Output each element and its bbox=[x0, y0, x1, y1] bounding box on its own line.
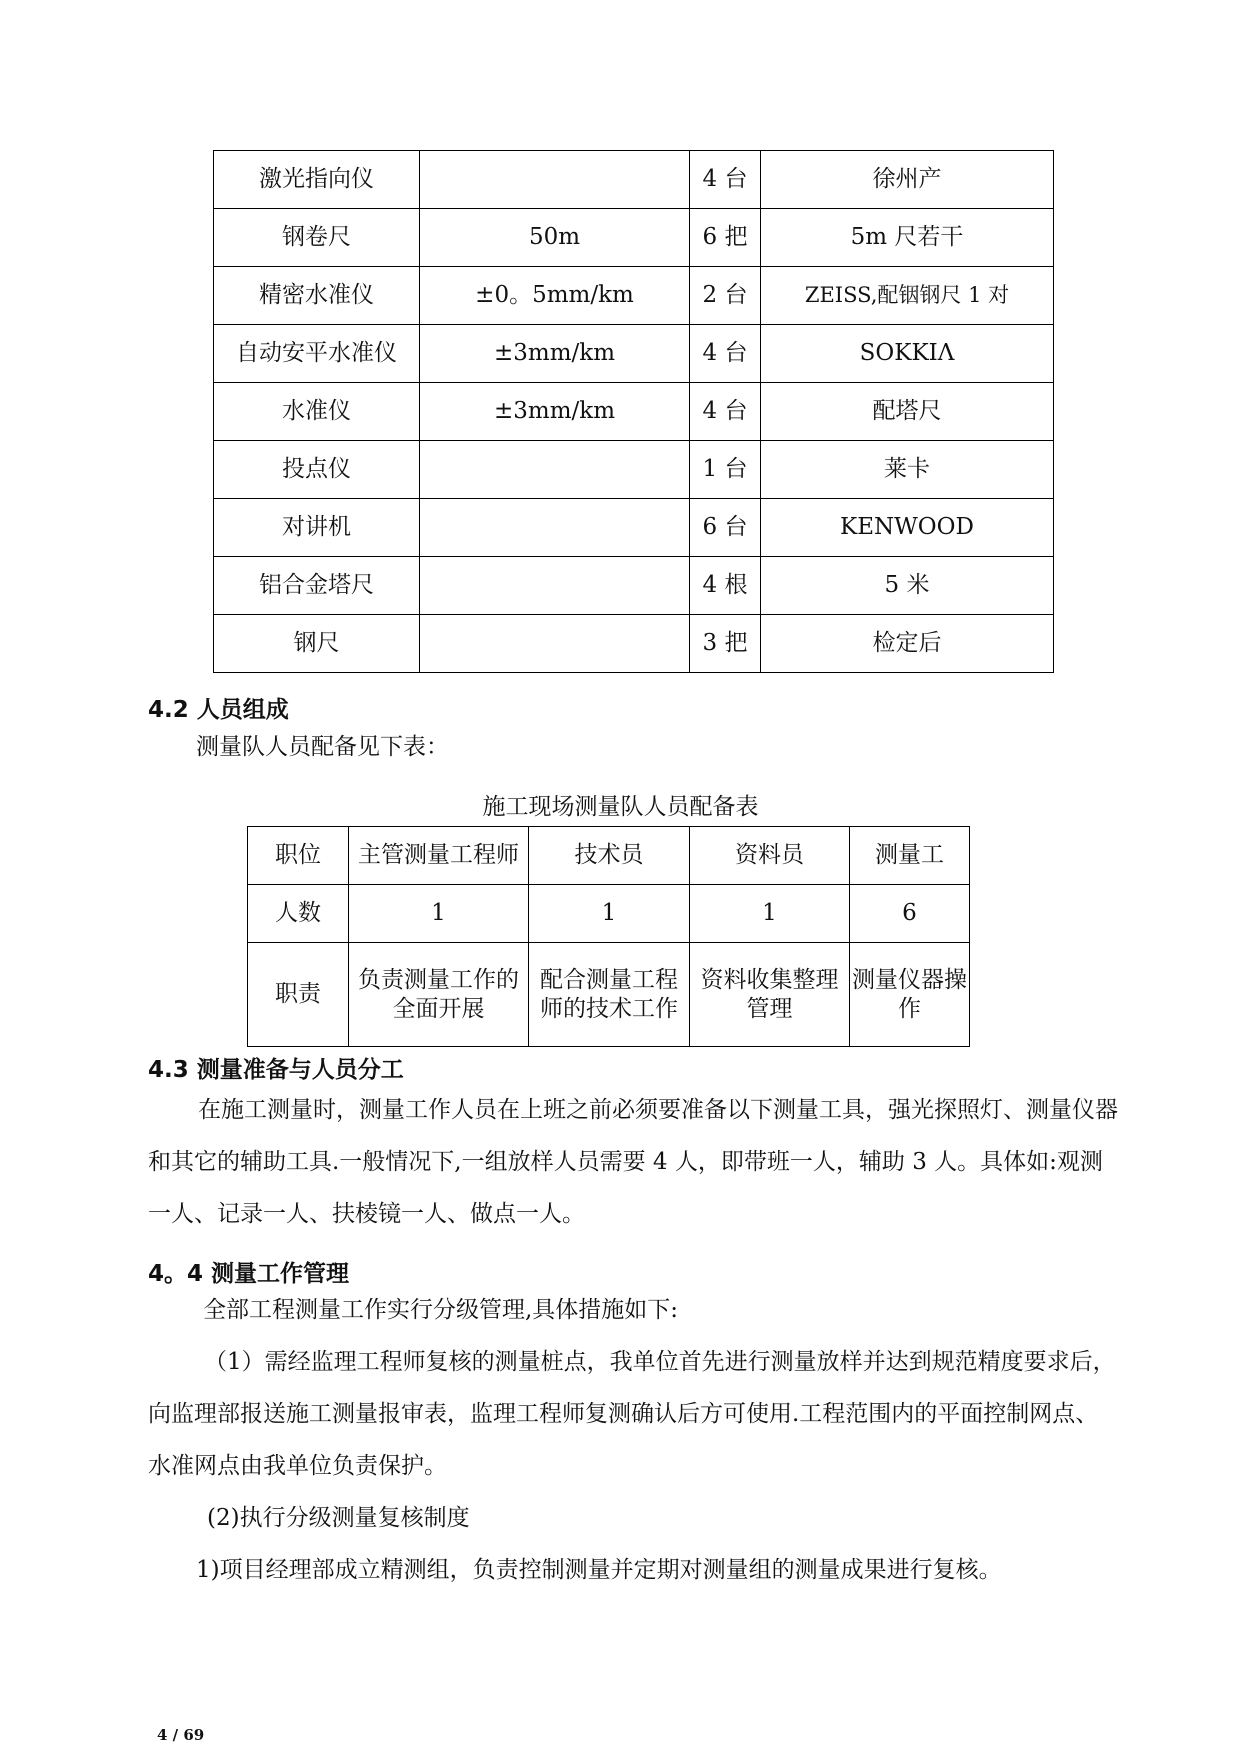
staff-duty-cell: 测量仪器操作 bbox=[850, 943, 970, 1047]
equipment-qty: 4 根 bbox=[690, 557, 761, 615]
staff-duty-cell: 负责测量工作的全面开展 bbox=[349, 943, 529, 1047]
equipment-name: 钢卷尺 bbox=[214, 209, 420, 267]
staff-count-cell: 人数 bbox=[248, 885, 349, 943]
equipment-name: 铝合金塔尺 bbox=[214, 557, 420, 615]
table-row bbox=[214, 209, 1054, 267]
staff-count-cell: 6 bbox=[850, 885, 970, 943]
equipment-spec bbox=[420, 499, 690, 557]
equipment-note: KENWOOD bbox=[761, 499, 1054, 557]
equipment-note: ZEISS,配铟钢尺 1 对 bbox=[761, 267, 1054, 325]
staff-duty-cell: 职责 bbox=[248, 943, 349, 1047]
section-4-3-paragraph: 在施工测量时，测量工作人员在上班之前必须要准备以下测量工具，强光探照灯、测量仪器和其它的辅助工具.一般情况下,一组放样人员需要 4 人，即带班一人，辅助 3 人。具体如:观测一人、记录一人、扶棱镜一人、做点一人。 bbox=[148, 1097, 1118, 1227]
table-row bbox=[248, 943, 970, 1047]
table-row bbox=[214, 151, 1054, 209]
staff-count-cell: 1 bbox=[690, 885, 850, 943]
equipment-spec bbox=[420, 615, 690, 673]
staff-duty-cell: 配合测量工程师的技术工作 bbox=[529, 943, 690, 1047]
equipment-qty: 4 台 bbox=[690, 383, 761, 441]
page-number: 4 / 69 bbox=[157, 1726, 205, 1744]
staff-intro: 测量队人员配备见下表： bbox=[196, 734, 449, 760]
equipment-note: 莱卡 bbox=[761, 441, 1054, 499]
table-row bbox=[214, 325, 1054, 383]
equipment-qty: 3 把 bbox=[690, 615, 761, 673]
equipment-spec: 50m bbox=[420, 209, 690, 267]
section-4-4-item-1: （1）需经监理工程师复核的测量桩点，我单位首先进行测量放样并达到规范精度要求后，向监理部报送施工测量报审表，监理工程师复测确认后方可使用.工程范围内的平面控制网点、水准网点由我单位负责保护。 bbox=[148, 1349, 1116, 1479]
table-row bbox=[214, 383, 1054, 441]
equipment-name: 自动安平水准仪 bbox=[214, 325, 420, 383]
staff-count-cell: 1 bbox=[529, 885, 690, 943]
section-heading-4-2: 4.2 人员组成 bbox=[148, 697, 289, 723]
equipment-note: 5 米 bbox=[761, 557, 1054, 615]
staff-header-cell: 测量工 bbox=[850, 827, 970, 885]
equipment-qty: 4 台 bbox=[690, 325, 761, 383]
equipment-spec: ±3mm/km bbox=[420, 383, 690, 441]
table-row bbox=[214, 441, 1054, 499]
equipment-name: 激光指向仪 bbox=[214, 151, 420, 209]
table-row bbox=[214, 557, 1054, 615]
section-4-4-item-2-1: 1)项目经理部成立精测组，负责控制测量并定期对测量组的测量成果进行复核。 bbox=[196, 1557, 1002, 1583]
section-heading-4-3: 4.3 测量准备与人员分工 bbox=[148, 1057, 404, 1083]
equipment-qty: 4 台 bbox=[690, 151, 761, 209]
equipment-spec bbox=[420, 151, 690, 209]
equipment-name: 精密水准仪 bbox=[214, 267, 420, 325]
equipment-note: 徐州产 bbox=[761, 151, 1054, 209]
equipment-qty: 6 把 bbox=[690, 209, 761, 267]
staff-header-cell: 职位 bbox=[248, 827, 349, 885]
equipment-note: 配塔尺 bbox=[761, 383, 1054, 441]
equipment-spec: ±0。5mm/km bbox=[420, 267, 690, 325]
table-row bbox=[214, 499, 1054, 557]
staff-table bbox=[247, 826, 970, 1047]
equipment-qty: 6 台 bbox=[690, 499, 761, 557]
staff-table-caption: 施工现场测量队人员配备表 bbox=[482, 794, 759, 820]
staff-header-cell: 技术员 bbox=[529, 827, 690, 885]
equipment-note: SOKKIΛ bbox=[761, 325, 1054, 383]
equipment-qty: 1 台 bbox=[690, 441, 761, 499]
equipment-name: 对讲机 bbox=[214, 499, 420, 557]
table-row bbox=[214, 615, 1054, 673]
staff-header-cell: 资料员 bbox=[690, 827, 850, 885]
equipment-note: 5m 尺若干 bbox=[761, 209, 1054, 267]
equipment-name: 钢尺 bbox=[214, 615, 420, 673]
table-row bbox=[248, 885, 970, 943]
equipment-spec bbox=[420, 557, 690, 615]
staff-header-cell: 主管测量工程师 bbox=[349, 827, 529, 885]
equipment-name: 投点仪 bbox=[214, 441, 420, 499]
equipment-qty: 2 台 bbox=[690, 267, 761, 325]
section-4-4-item-2: (2)执行分级测量复核制度 bbox=[207, 1505, 470, 1531]
table-row bbox=[248, 827, 970, 885]
equipment-spec: ±3mm/km bbox=[420, 325, 690, 383]
equipment-spec bbox=[420, 441, 690, 499]
staff-count-cell: 1 bbox=[349, 885, 529, 943]
equipment-note: 检定后 bbox=[761, 615, 1054, 673]
equipment-table bbox=[213, 150, 1054, 673]
section-4-4-intro: 全部工程测量工作实行分级管理,具体措施如下: bbox=[203, 1297, 679, 1323]
staff-duty-cell: 资料收集整理管理 bbox=[690, 943, 850, 1047]
section-heading-4-4: 4。4 测量工作管理 bbox=[148, 1261, 350, 1287]
equipment-name: 水准仪 bbox=[214, 383, 420, 441]
table-row bbox=[214, 267, 1054, 325]
